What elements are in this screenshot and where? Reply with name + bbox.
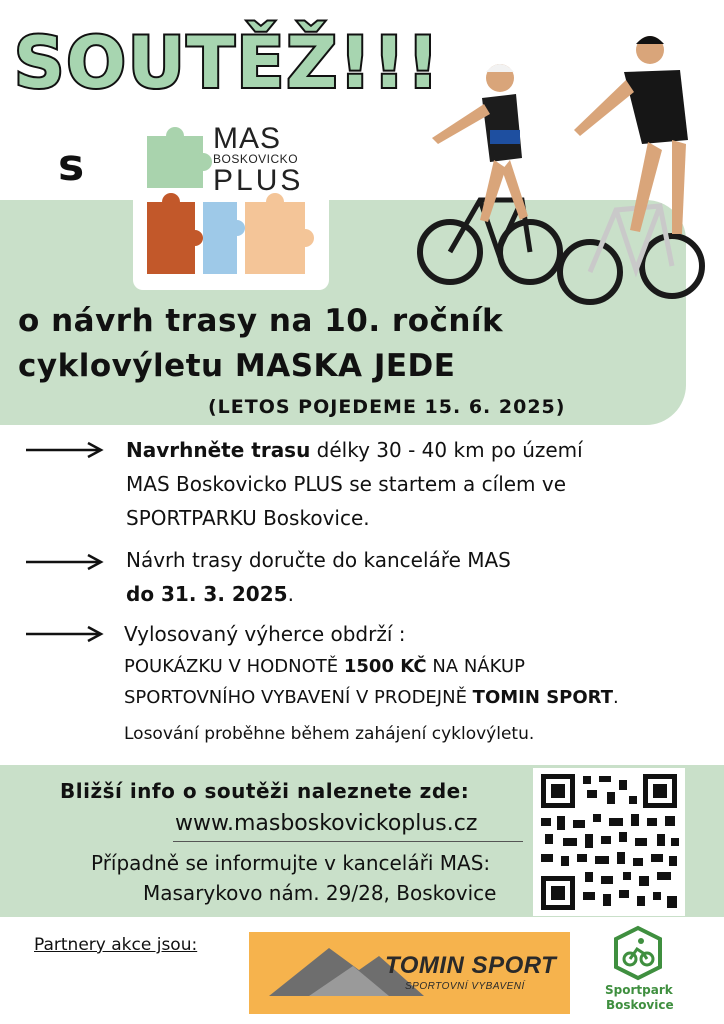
logo-mas-text: MAS [213, 122, 282, 155]
logo-plus-text: PLUS [213, 164, 304, 197]
point-3-line-1: Vylosovaný výherce obdrží : [124, 622, 406, 646]
cyclist-man-icon [574, 36, 688, 234]
website-link[interactable]: www.masboskovickoplus.cz [175, 811, 478, 836]
office-address: Masarykovo nám. 29/28, Boskovice [143, 881, 497, 905]
office-note: Případně se informujte v kanceláři MAS: [91, 851, 491, 875]
arrow-right-icon [24, 552, 104, 572]
sportpark-name-line-2: Boskovice [606, 998, 674, 1012]
point-2-line-2: do 31. 3. 2025. [126, 582, 294, 606]
point-1-line-2: MAS Boskovicko PLUS se startem a cílem ve [126, 472, 567, 496]
sportpark-name-line-1: Sportpark [605, 983, 673, 997]
point-1-line-3: SPORTPARKU Boskovice. [126, 506, 370, 530]
tomin-sport-name: TOMIN SPORT [385, 952, 557, 979]
qr-code-icon [533, 768, 685, 916]
logo-boskovicko-text: BOSKOVICKO [213, 152, 299, 166]
point-1-line-1: Navrhněte trasu délky 30 - 40 km po území [126, 438, 583, 462]
with-label: s [58, 140, 85, 191]
tomin-sport-tagline: SPORTOVNÍ VYBAVENÍ [405, 981, 525, 992]
subtitle-line-2: cyklovýletu MASKA JEDE [18, 348, 456, 384]
page-title: SOUTĚŽ!!! [14, 22, 441, 104]
sportpark-bike-icon[interactable] [610, 925, 666, 981]
info-divider [173, 841, 523, 842]
point-3-line-4: Losování proběhne během zahájení cyklovýletu. [124, 724, 535, 744]
point-2-line-1: Návrh trasy doručte do kanceláře MAS [126, 548, 511, 572]
cyclists-photo [410, 20, 710, 320]
arrow-right-icon [24, 440, 104, 460]
info-heading: Bližší info o soutěži naleznete zde: [60, 779, 470, 803]
point-3-line-2: POUKÁZKU V HODNOTĚ 1500 KČ NA NÁKUP [124, 656, 525, 677]
partners-label: Partnery akce jsou: [34, 935, 198, 955]
qr-code[interactable] [533, 768, 685, 916]
event-date-note: (LETOS POJEDEME 15. 6. 2025) [208, 396, 566, 418]
point-3-line-3: SPORTOVNÍHO VYBAVENÍ V PRODEJNĚ TOMIN SPORT. [124, 687, 619, 708]
subtitle-line-1: o návrh trasy na 10. ročník [18, 303, 504, 339]
arrow-right-icon [24, 624, 104, 644]
